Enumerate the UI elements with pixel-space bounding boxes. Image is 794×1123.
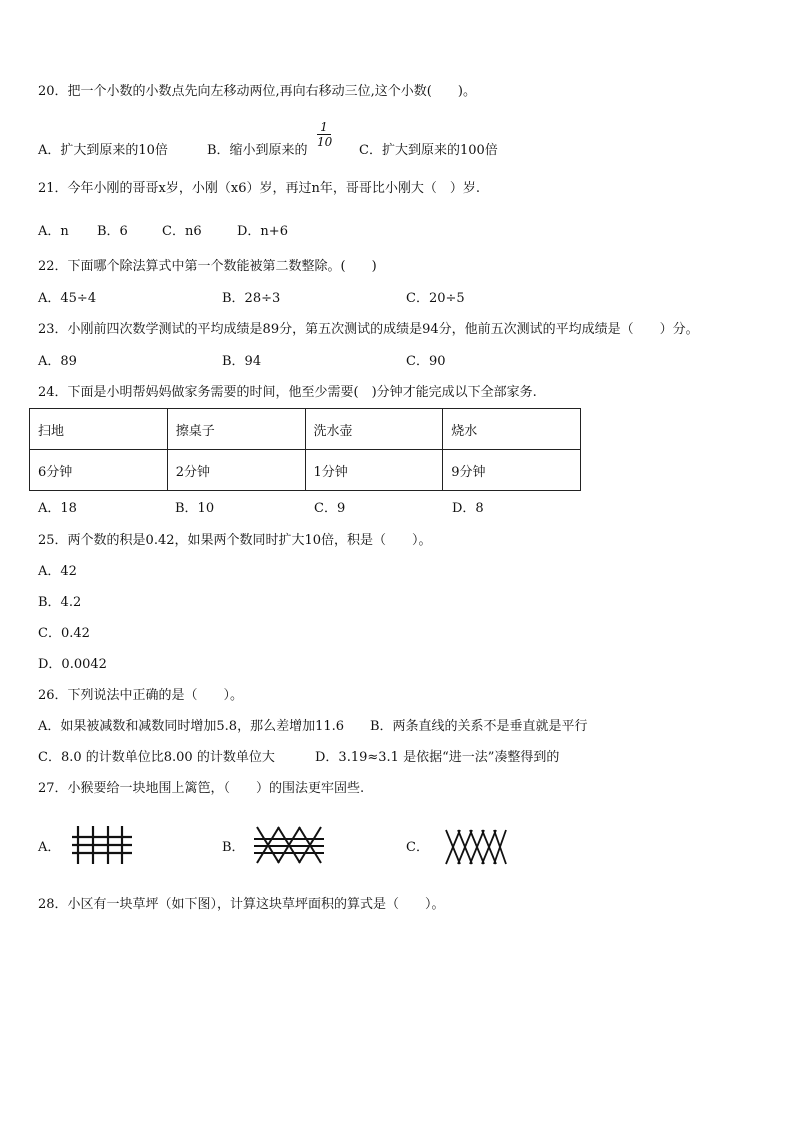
question-23-option-b: B．94 — [222, 354, 262, 369]
question-20-option-c: C．扩大到原来的100倍 — [359, 143, 498, 158]
fraction-numerator: 1 — [317, 121, 331, 135]
question-21-option-a: A．n — [38, 224, 69, 239]
question-26-option-d: D．3.19≈3.1 是依据“进一法”凑整得到的 — [315, 750, 560, 765]
table-cell: 2分钟 — [167, 450, 305, 491]
question-26-option-a: A．如果被减数和减数同时增加5.8，那么差增加11.6 — [38, 719, 345, 734]
fraction-denominator: 10 — [317, 135, 333, 149]
fence-diamond-figure — [444, 828, 508, 866]
question-23-stem: 23．小刚前四次数学测试的平均成绩是89分，第五次测试的成绩是94分，他前五次测试的平均成绩是（ ）分。 — [38, 322, 699, 337]
table-row — [30, 409, 581, 450]
question-22-option-a: A．45÷4 — [38, 291, 97, 306]
fence-grid-figure — [72, 826, 132, 864]
question-27-stem: 27．小猴要给一块地围上篱笆，（ ）的围法更牢固些. — [38, 781, 365, 796]
question-24-stem: 24．下面是小明帮妈妈做家务需要的时间，他至少需要( )分钟才能完成以下全部家务. — [38, 385, 537, 400]
question-20-option-a: A．扩大到原来的10倍 — [38, 143, 168, 158]
question-25-option-b: B．4.2 — [38, 595, 82, 610]
question-25-stem: 25．两个数的积是0.42，如果两个数同时扩大10倍，积是（ ）。 — [38, 533, 432, 548]
question-27-option-b: B． — [222, 840, 245, 855]
question-26-option-b: B．两条直线的关系不是垂直就是平行 — [370, 719, 588, 734]
question-23-option-c: C．90 — [406, 354, 446, 369]
table-cell: 洗水壶 — [305, 409, 443, 450]
question-24-option-c: C．9 — [314, 501, 346, 516]
question-20-stem: 20．把一个小数的小数点先向左移动两位,再向右移动三位,这个小数( )。 — [38, 84, 476, 99]
table-cell: 擦桌子 — [167, 409, 305, 450]
question-25-option-d: D．0.0042 — [38, 657, 107, 672]
question-21-option-d: D．n+6 — [237, 224, 288, 239]
table-cell: 1分钟 — [305, 450, 443, 491]
table-cell: 9分钟 — [443, 450, 581, 491]
question-24-option-b: B．10 — [175, 501, 215, 516]
question-26-stem: 26．下列说法中正确的是（ ）。 — [38, 688, 244, 703]
question-27-option-c: C． — [406, 840, 429, 855]
question-24-option-d: D．8 — [452, 501, 484, 516]
question-22-option-b: B．28÷3 — [222, 291, 281, 306]
question-20-option-b-fraction — [317, 121, 331, 148]
question-28-stem: 28．小区有一块草坪（如下图），计算这块草坪面积的算式是（ ）。 — [38, 897, 445, 912]
fence-cross-figure — [254, 826, 324, 864]
question-25-option-c: C．0.42 — [38, 626, 90, 641]
question-27-option-a: A． — [38, 840, 61, 855]
question-26-option-c: C．8.0 的计数单位比8.00 的计数单位大 — [38, 750, 275, 765]
question-21-option-b: B．6 — [97, 224, 128, 239]
question-25-option-a: A．42 — [38, 564, 77, 579]
table-cell: 扫地 — [30, 409, 168, 450]
question-21-stem: 21．今年小刚的哥哥x岁，小刚（x6）岁，再过n年，哥哥比小刚大（ ）岁. — [38, 181, 480, 196]
question-23-option-a: A．89 — [38, 354, 77, 369]
question-22-stem: 22．下面哪个除法算式中第一个数能被第二数整除。( ) — [38, 259, 377, 274]
table-row — [30, 450, 581, 491]
question-24-option-a: A．18 — [38, 501, 77, 516]
table-cell: 烧水 — [443, 409, 581, 450]
question-22-option-c: C．20÷5 — [406, 291, 465, 306]
question-20-option-b: B．缩小到原来的 — [207, 143, 308, 158]
chores-time-table — [29, 408, 581, 491]
question-21-option-c: C．n6 — [162, 224, 202, 239]
table-cell: 6分钟 — [30, 450, 168, 491]
